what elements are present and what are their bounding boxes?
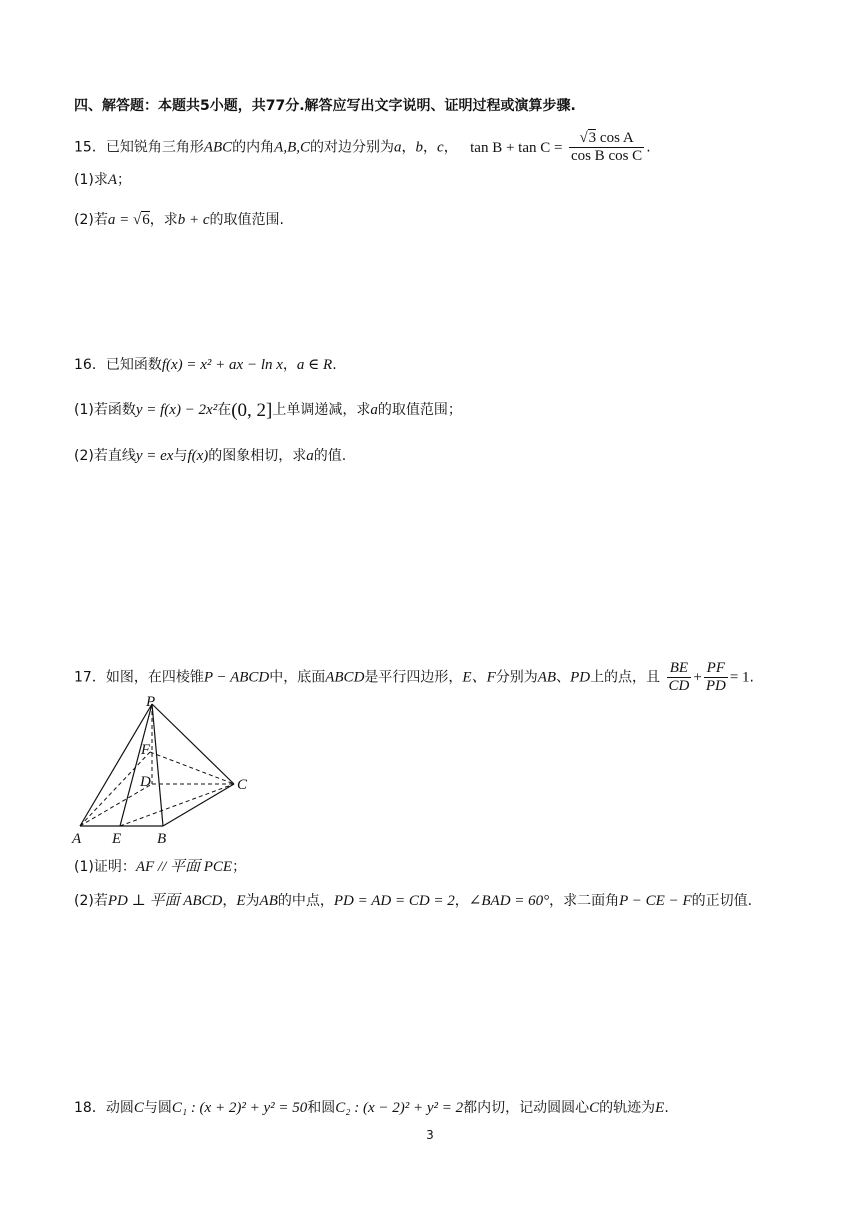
text: ， [454,893,469,909]
part-label: (2) [74,893,94,909]
label-d: D [140,774,151,790]
math: a [394,139,402,156]
question-17-part-1: (1)证明：AF // 平面 PCE； [74,859,247,875]
question-number: 17． [74,669,106,686]
page-number: 3 [426,1128,434,1142]
fraction-be-cd [667,660,692,695]
question-16-part-1 [74,400,462,421]
math: P − ABCD [203,669,270,686]
text: 若 [93,212,108,228]
numerator: cos A [599,130,634,146]
math: AB [259,893,278,909]
edge-pb [152,704,163,826]
text: 在 [217,402,232,418]
text: 分别为 [495,669,538,686]
text: 都内切，记动圆圆心 [463,1100,590,1116]
text: . [664,1100,669,1116]
text: 的内角 [232,139,275,156]
edge-pa [80,704,152,826]
edge-ad [80,784,152,826]
question-15-part-1: (1)求A； [74,172,132,188]
math: y = ex [135,448,174,464]
question-16-stem: 16．已知函数f(x) = x² + ax − ln x，a ∈ R. [74,357,337,373]
math: b [415,139,424,156]
text: 、 [556,669,571,686]
text: 已知锐角三角形 [105,139,204,156]
label-a: A [72,831,82,847]
text: 如图，在四棱锥 [105,669,204,686]
text: 的对边分别为 [310,139,395,156]
label-f: F [141,742,151,758]
question-15-stem: 15．已知锐角三角形ABC的内角A,B,C的对边分别为a，b，c， tan B + tan C = $\frac{\text{√3 cos A}}{\text{cos B cos C}}$ . [74,130,651,164]
part-label: (1) [74,859,94,875]
math: (0, 2] [231,400,273,421]
part-label: (1) [74,172,94,188]
text: 若函数 [93,402,136,418]
math: A,B,C [274,139,311,156]
text: ，求二面角 [549,893,620,909]
part-label: (2) [74,448,94,464]
text: 是平行四边形， [364,669,463,686]
text: 已知函数 [105,357,162,373]
text: 的取值范围. [209,212,284,228]
math: a ∈ R [296,357,333,373]
math: AF // 平面 PCE [135,859,233,875]
question-17-stem: 17．如图，在四棱锥P − ABCD中，底面ABCD是平行四边形，E、F分别为AB、PD上的点，且 $\frac{BE}{CD}$ + $\frac{PF}{PD}$ = 1. [74,660,754,694]
math: f(x) [187,448,209,464]
numerator: PF [704,660,728,678]
text: 与圆 [143,1100,172,1116]
text: ， [222,893,237,909]
text: 上的点，且 [590,669,661,686]
equation-lhs: tan B + tan C = [470,139,563,156]
radicand: 6 [142,212,150,228]
text: 求 [93,172,108,188]
math: a [370,402,378,418]
question-number: 15． [74,139,106,156]
math: A [107,172,118,188]
segment-ec [120,784,234,826]
math: a [306,448,314,464]
question-18-stem [74,1098,669,1118]
math: a = [107,212,133,228]
text: 若直线 [93,448,136,464]
text: 的轨迹为 [599,1100,656,1116]
fraction-pf-pd [704,660,728,695]
text: 的中点， [277,893,334,909]
math: AB [537,669,557,686]
text: ，求 [149,212,178,228]
text: 动圆 [105,1100,134,1116]
question-15-part-2: (2)若a = √6，求b + c的取值范围. [74,212,284,228]
part-label: (2) [74,212,94,228]
math: C [589,1100,600,1116]
text: 上单调递减，求 [272,402,371,418]
text: 的图象相切，求 [208,448,307,464]
radicand: 3 [588,130,597,146]
math: P − CE − F [619,893,692,909]
question-number: 16． [74,357,106,373]
pyramid-figure [70,692,270,852]
math: ABCD [325,669,365,686]
math: y = f(x) − 2x² [135,402,218,418]
math: ABC [203,139,233,156]
denominator: CD [668,678,690,694]
text: 的正切值. [691,893,753,909]
math: C₂ : (x − 2)² + y² = 2 [335,1100,464,1116]
math: PD = AD = CD = 2 [333,893,455,909]
label-c: C [237,777,248,793]
text: 为 [245,893,260,909]
label-b: B [157,831,167,847]
edge-pc [152,704,234,784]
question-16-part-2 [74,446,346,466]
math: C₁ : (x + 2)² + y² = 50 [171,1100,308,1116]
fraction: $\frac{\text{√3 cos A}}{\text{cos B cos C}}$ [570,130,643,164]
edge-pe [120,704,152,826]
math: C [133,1100,144,1116]
numerator: BE [667,660,692,678]
math: PD ⊥ 平面 ABCD [107,893,223,909]
text: 与 [173,448,188,464]
math: f(x) = x² + ax − ln x [161,357,283,373]
equation-tail: = 1 [729,669,750,686]
segment-fc [150,752,234,784]
text: 证明： [93,859,136,875]
math: E、F [462,669,496,686]
question-17-part-2 [74,891,752,911]
text: 和圆 [307,1100,336,1116]
label-e: E [112,831,122,847]
text: 的值. [313,448,347,464]
math: PD [570,669,591,686]
math: E [655,1100,665,1116]
section-heading: 四、解答题：本题共5小题，共77分.解答应写出文字说明、证明过程或演算步骤. [74,98,576,114]
denominator: cos B cos C [570,148,643,164]
label-p: P [146,694,156,710]
math: ∠BAD = 60° [468,893,550,909]
text: 中，底面 [269,669,326,686]
edge-bc [163,784,234,826]
denominator: PD [705,678,726,694]
question-number: 18． [74,1100,106,1116]
math: E [236,893,246,909]
math: b + c [177,212,210,228]
part-label: (1) [74,402,94,418]
text: 若 [93,893,108,909]
text: 的取值范围； [377,402,462,418]
math: c [437,139,444,156]
